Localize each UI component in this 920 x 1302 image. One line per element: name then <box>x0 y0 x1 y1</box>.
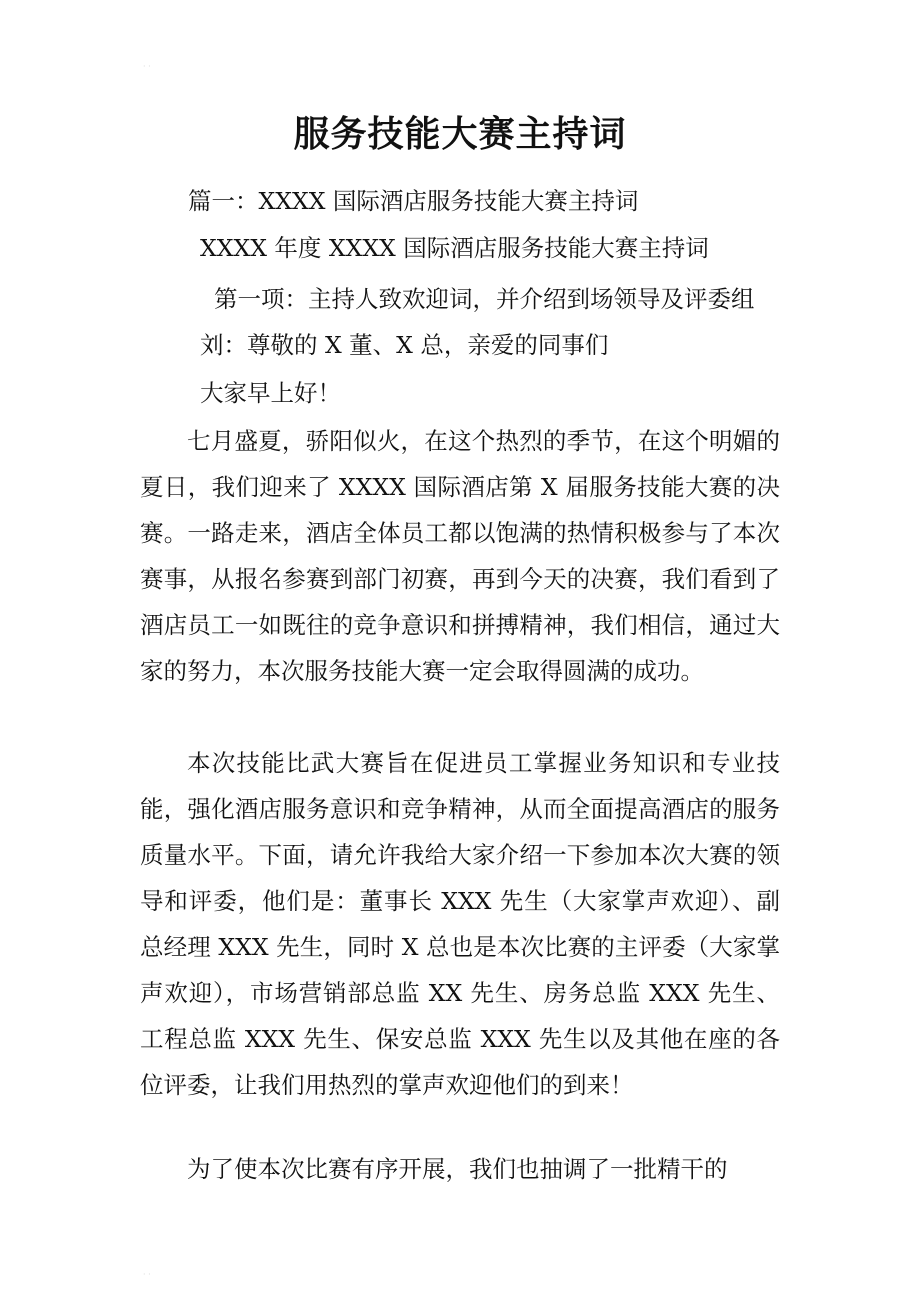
agenda-item: 第一项：主持人致欢迎词，并介绍到场领导及评委组 <box>214 285 755 313</box>
subheading: XXXX 年度 XXXX 国际酒店服务技能大赛主持词 <box>200 234 709 262</box>
paragraph-introduction: 本次技能比武大赛旨在促进员工掌握业务知识和专业技能，强化酒店服务意识和竞争精神，从而全面提高酒店的服务质量水平。下面，请允许我给大家介绍一下参加本次大赛的领导和评委，他们是：董事长 XXX 先生（大家掌声欢迎）、副总经理 XXX 先生，同时 X 总也是本次比赛的主评委（大家掌声欢迎），市场营销部总监 XX 先生、房务总监 XXX 先生、工程总监 XXX 先生、保安总监 XXX 先生以及其他在座的各位评委，让我们用热烈的掌声欢迎他们的到来！ <box>140 749 780 1099</box>
paragraph-continuation: 为了使本次比赛有序开展，我们也抽调了一批精干的 <box>187 1155 728 1183</box>
corner-mark-top: · · <box>143 62 151 71</box>
corner-mark-bottom: · · <box>143 1270 151 1279</box>
document-title: 服务技能大赛主持词 <box>293 113 627 155</box>
section-heading: 篇一：XXXX 国际酒店服务技能大赛主持词 <box>188 187 639 215</box>
paragraph-opening: 七月盛夏，骄阳似火，在这个热烈的季节，在这个明媚的夏日，我们迎来了 XXXX 国际酒店第 X 届服务技能大赛的决赛。一路走来，酒店全体员工都以饱满的热情积极参与了本次赛事，从报名参赛到部门初赛，再到今天的决赛，我们看到了酒店员工一如既往的竞争意识和拼搏精神，我们相信，通过大家的努力，本次服务技能大赛一定会取得圆满的成功。 <box>140 427 780 685</box>
morning-greeting: 大家早上好！ <box>200 379 341 407</box>
greeting-line: 刘：尊敬的 X 董、X 总，亲爱的同事们 <box>200 331 609 359</box>
